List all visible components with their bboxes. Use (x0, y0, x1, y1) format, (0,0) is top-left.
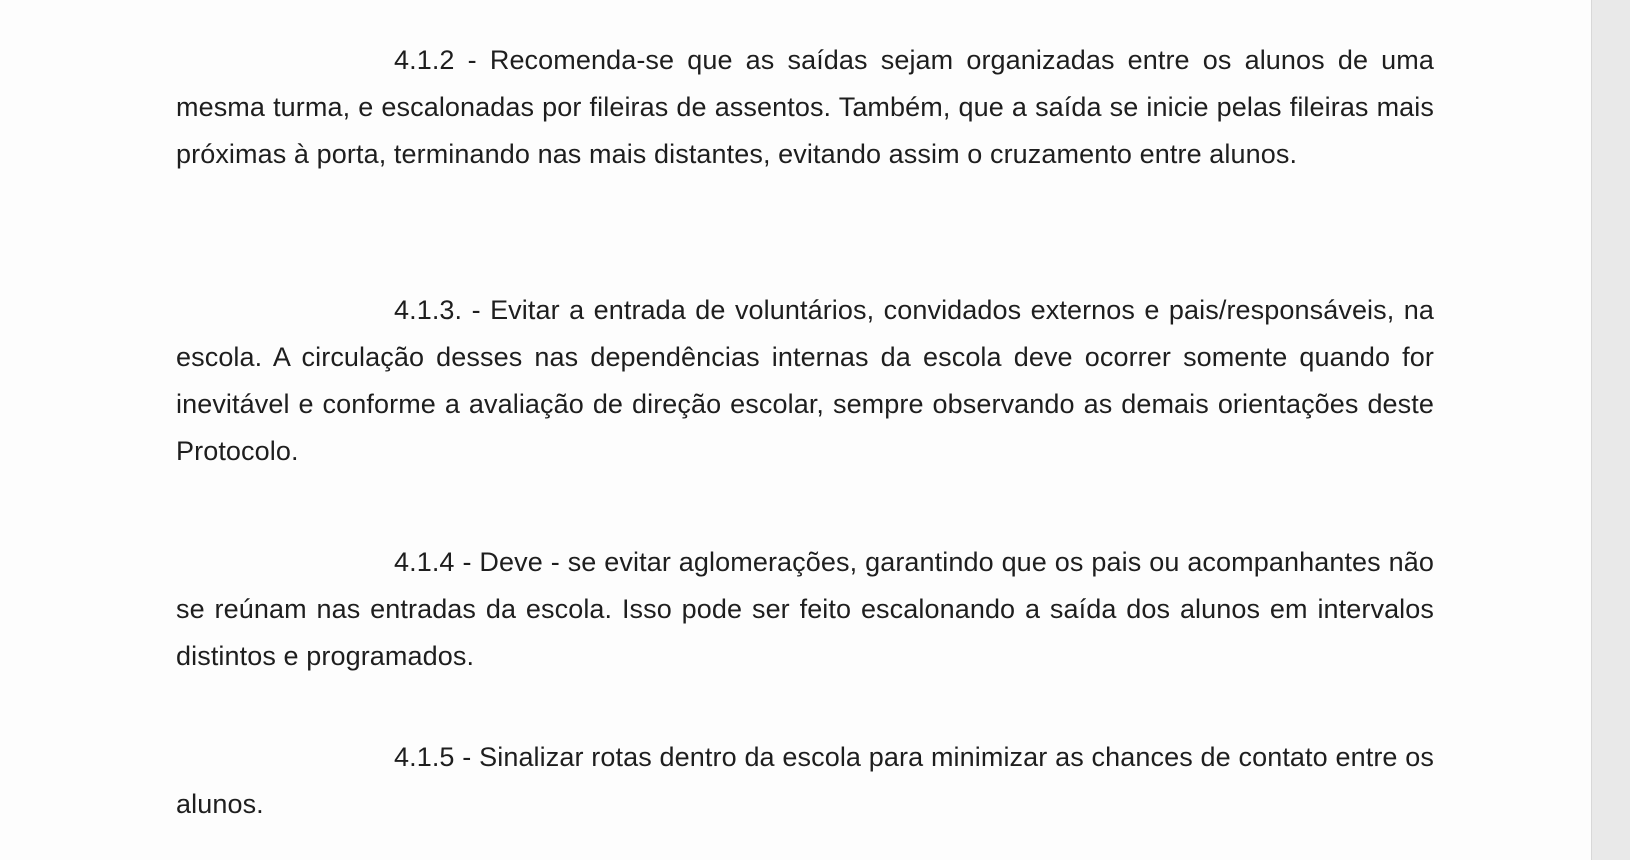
paragraph-number: 4.1.5 (394, 742, 455, 772)
paragraph-4-1-2 (176, 37, 1434, 178)
paragraph-4-1-5 (176, 734, 1434, 828)
paragraph-text: - Deve - se evitar aglomerações, garantindo que os pais ou acompanhantes não se reúnam nas entradas da escola. Isso pode ser feito escalonando a saída dos alunos em intervalos distintos e programados. (176, 547, 1434, 671)
paragraph-4-1-3 (176, 287, 1434, 475)
paragraph-number: 4.1.3. (394, 295, 463, 325)
paragraph-number: 4.1.4 (394, 547, 455, 577)
paragraph-text: - Recomenda-se que as saídas sejam organizadas entre os alunos de uma mesma turma, e escalonadas por fileiras de assentos. Também, que a saída se inicie pelas fileiras mais próximas à porta, terminando nas mais distantes, evitando assim o cruzamento entre alunos. (176, 45, 1434, 169)
paragraph-number: 4.1.2 (394, 45, 455, 75)
paragraph-text: - Sinalizar rotas dentro da escola para minimizar as chances de contato entre os alunos. (176, 742, 1434, 819)
paragraph-text: - Evitar a entrada de voluntários, convidados externos e pais/responsáveis, na escola. A circulação desses nas dependências internas da escola deve ocorrer somente quando for inevitável e conforme a avaliação de direção escolar, sempre observando as demais orientações deste Protocolo. (176, 295, 1434, 466)
paragraph-4-1-4 (176, 539, 1434, 680)
